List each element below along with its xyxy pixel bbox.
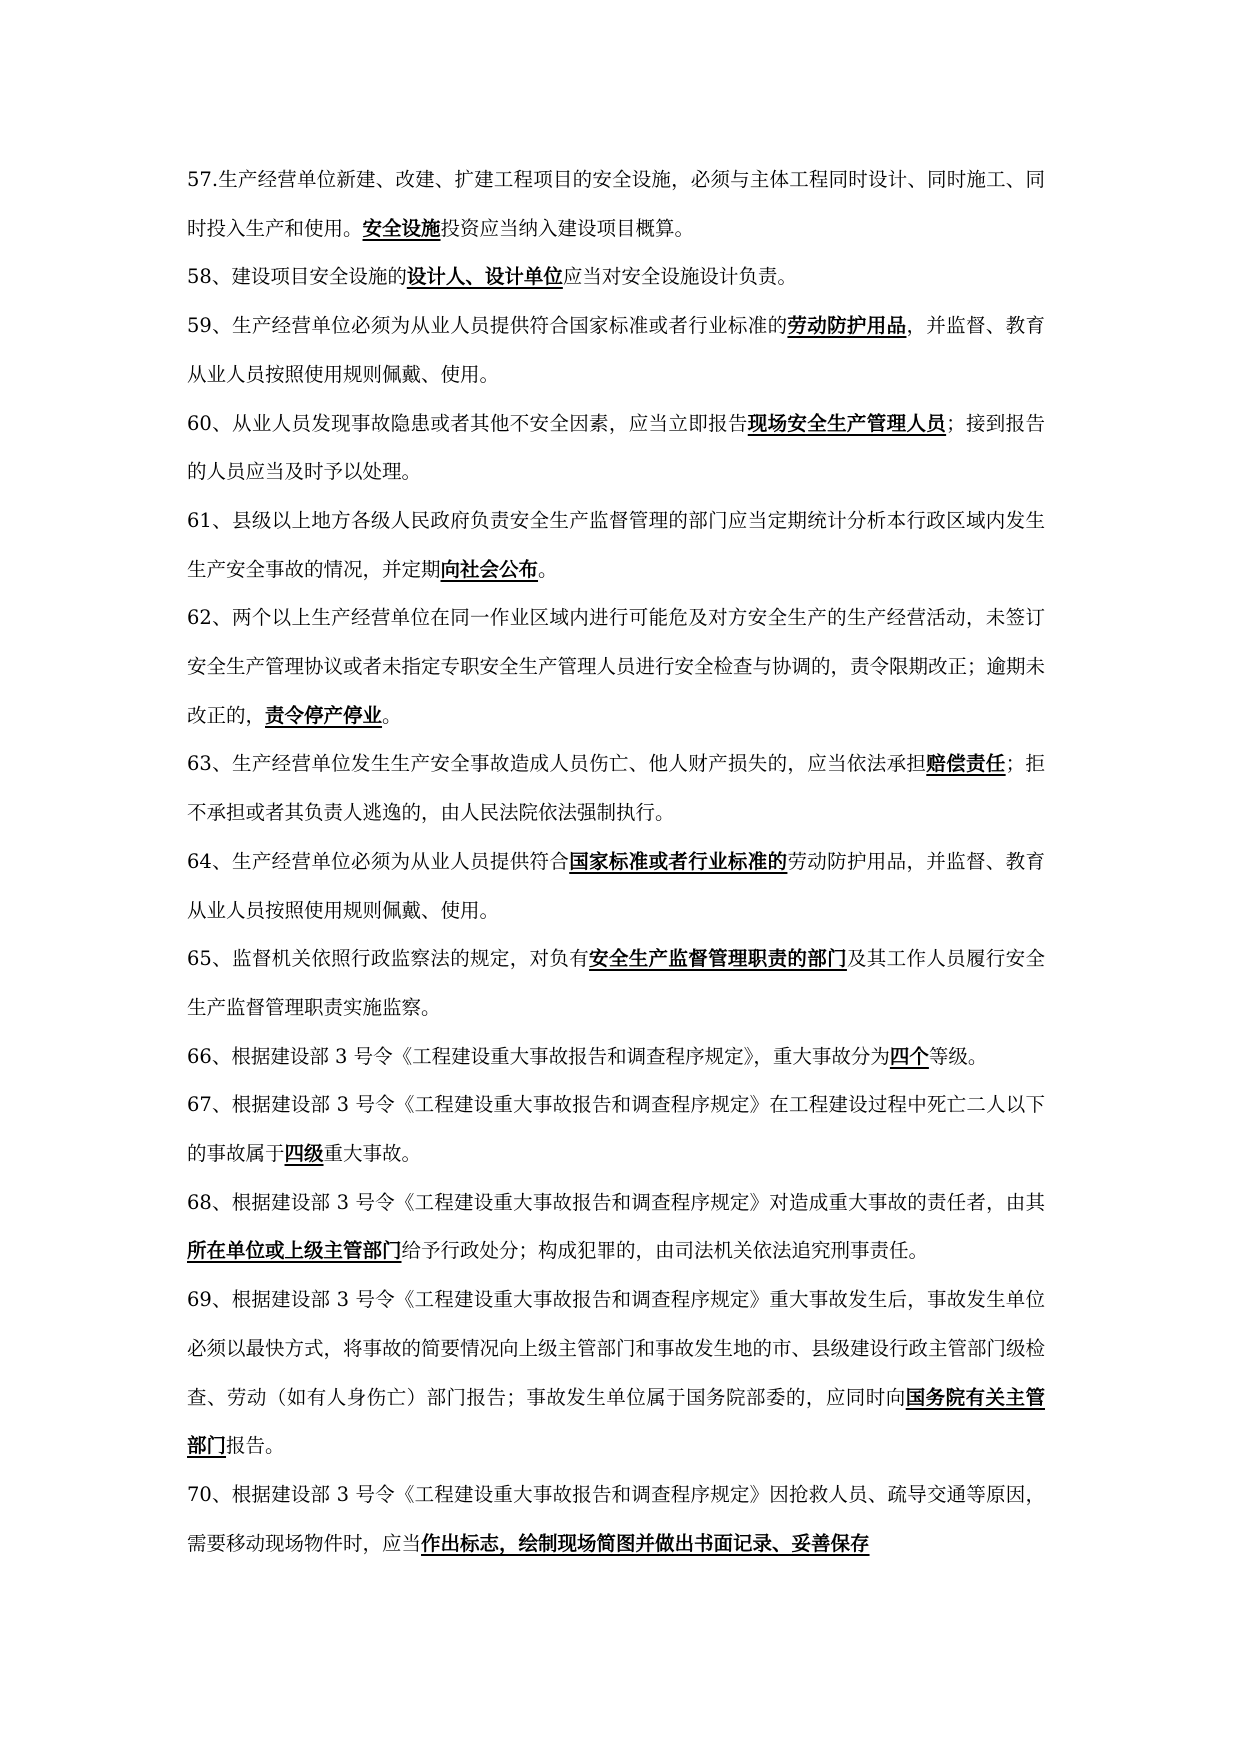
answer-text: 安全设施 [362, 216, 441, 240]
question-item [187, 1033, 1045, 1082]
answer-text: 设计人、设计单位 [406, 265, 563, 289]
question-item [187, 935, 1045, 1032]
question-text: ；拒不承担或者其负责人逃逸的，由人民法院依法强制执行。 [187, 752, 1045, 825]
answer-text: 现场安全生产管理人员 [747, 411, 947, 435]
question-item [187, 497, 1045, 594]
question-text: 61、县级以上地方各级人民政府负责安全生产监督管理的部门应当定期统计分析本行政区域内发生生产安全事故的情况，并定期 [187, 508, 1045, 581]
question-item [187, 253, 1045, 302]
question-item [187, 594, 1045, 740]
answer-text: 四级 [284, 1142, 324, 1166]
question-item [187, 1081, 1045, 1178]
question-text: 投资应当纳入建设项目概算。 [440, 216, 695, 240]
question-text: 59、生产经营单位必须为从业人员提供符合国家标准或者行业标准的 [187, 314, 788, 338]
question-text: 63、生产经营单位发生生产安全事故造成人员伤亡、他人财产损失的，应当依法承担 [187, 752, 927, 776]
question-text: 67、根据建设部 3 号令《工程建设重大事故报告和调查程序规定》在工程建设过程中死亡二人以下的事故属于 [187, 1093, 1045, 1166]
question-text: 57.生产经营单位新建、改建、扩建工程项目的安全设施，必须与主体工程同时设计、同时施工、同时投入生产和使用。 [187, 168, 1045, 240]
question-text: 62、两个以上生产经营单位在同一作业区域内进行可能危及对方安全生产的生产经营活动，未签订安全生产管理协议或者未指定专职安全生产管理人员进行安全检查与协调的，责令限期改正；逾期未改正的， [187, 606, 1046, 727]
question-text: 65、监督机关依照行政监察法的规定，对负有 [187, 947, 590, 971]
question-text: 66、根据建设部 3 号令《工程建设重大事故报告和调查程序规定》，重大事故分为 [187, 1044, 890, 1068]
question-item [187, 1471, 1045, 1568]
answer-text: 国务院有关主管部门 [187, 1385, 1045, 1458]
question-text: ；接到报告的人员应当及时予以处理。 [187, 411, 1045, 484]
question-item [187, 740, 1045, 837]
question-text: 给予行政处分；构成犯罪的，由司法机关依法追究刑事责任。 [401, 1239, 929, 1263]
answer-text: 作出标志，绘制现场简图并做出书面记录、妥善保存 [421, 1531, 870, 1555]
answer-text: 劳动防护用品 [787, 314, 907, 338]
question-item [187, 302, 1045, 399]
answer-text: 责令停产停业 [265, 703, 383, 727]
question-item [187, 156, 1045, 253]
question-text: ，并监督、教育从业人员按照使用规则佩戴、使用。 [187, 314, 1045, 386]
question-text: 64、生产经营单位必须为从业人员提供符合 [187, 849, 570, 873]
question-text: 69、根据建设部 3 号令《工程建设重大事故报告和调查程序规定》重大事故发生后，事故发生单位必须以最快方式，将事故的简要情况向上级主管部门和事故发生地的市、县级建设行政主管部门级检查、劳动（如有人身伤亡）部门报告；事故发生单位属于国务院部委的，应同时向 [187, 1288, 1046, 1409]
question-text: 应当对安全设施设计负责。 [562, 265, 797, 289]
question-item [187, 400, 1045, 497]
question-text: 。 [382, 703, 402, 727]
question-text: 重大事故。 [323, 1142, 422, 1166]
question-text: 。 [538, 557, 558, 581]
question-text: 报告。 [226, 1434, 285, 1458]
question-item [187, 1276, 1045, 1471]
question-item [187, 838, 1045, 935]
question-text: 70、根据建设部 3 号令《工程建设重大事故报告和调查程序规定》因抢救人员、疏导交通等原因，需要移动现场物件时，应当 [187, 1482, 1045, 1555]
question-text: 68、根据建设部 3 号令《工程建设重大事故报告和调查程序规定》对造成重大事故的责任者，由其 [187, 1190, 1045, 1214]
question-text: 及其工作人员履行安全生产监督管理职责实施监察。 [187, 947, 1045, 1019]
answer-text: 所在单位或上级主管部门 [187, 1239, 402, 1263]
question-text: 60、从业人员发现事故隐患或者其他不安全因素，应当立即报告 [187, 411, 748, 435]
question-text: 劳动防护用品，并监督、教育从业人员按照使用规则佩戴、使用。 [187, 849, 1045, 922]
question-item [187, 1179, 1045, 1276]
answer-text: 四个 [889, 1044, 929, 1068]
answer-text: 安全生产监督管理职责的部门 [589, 947, 847, 971]
answer-text: 向社会公布 [440, 557, 539, 581]
answer-text: 国家标准或者行业标准的 [569, 849, 788, 873]
answer-text: 赔偿责任 [926, 752, 1006, 776]
question-text: 58、建设项目安全设施的 [187, 265, 407, 289]
question-text: 等级。 [928, 1044, 988, 1068]
